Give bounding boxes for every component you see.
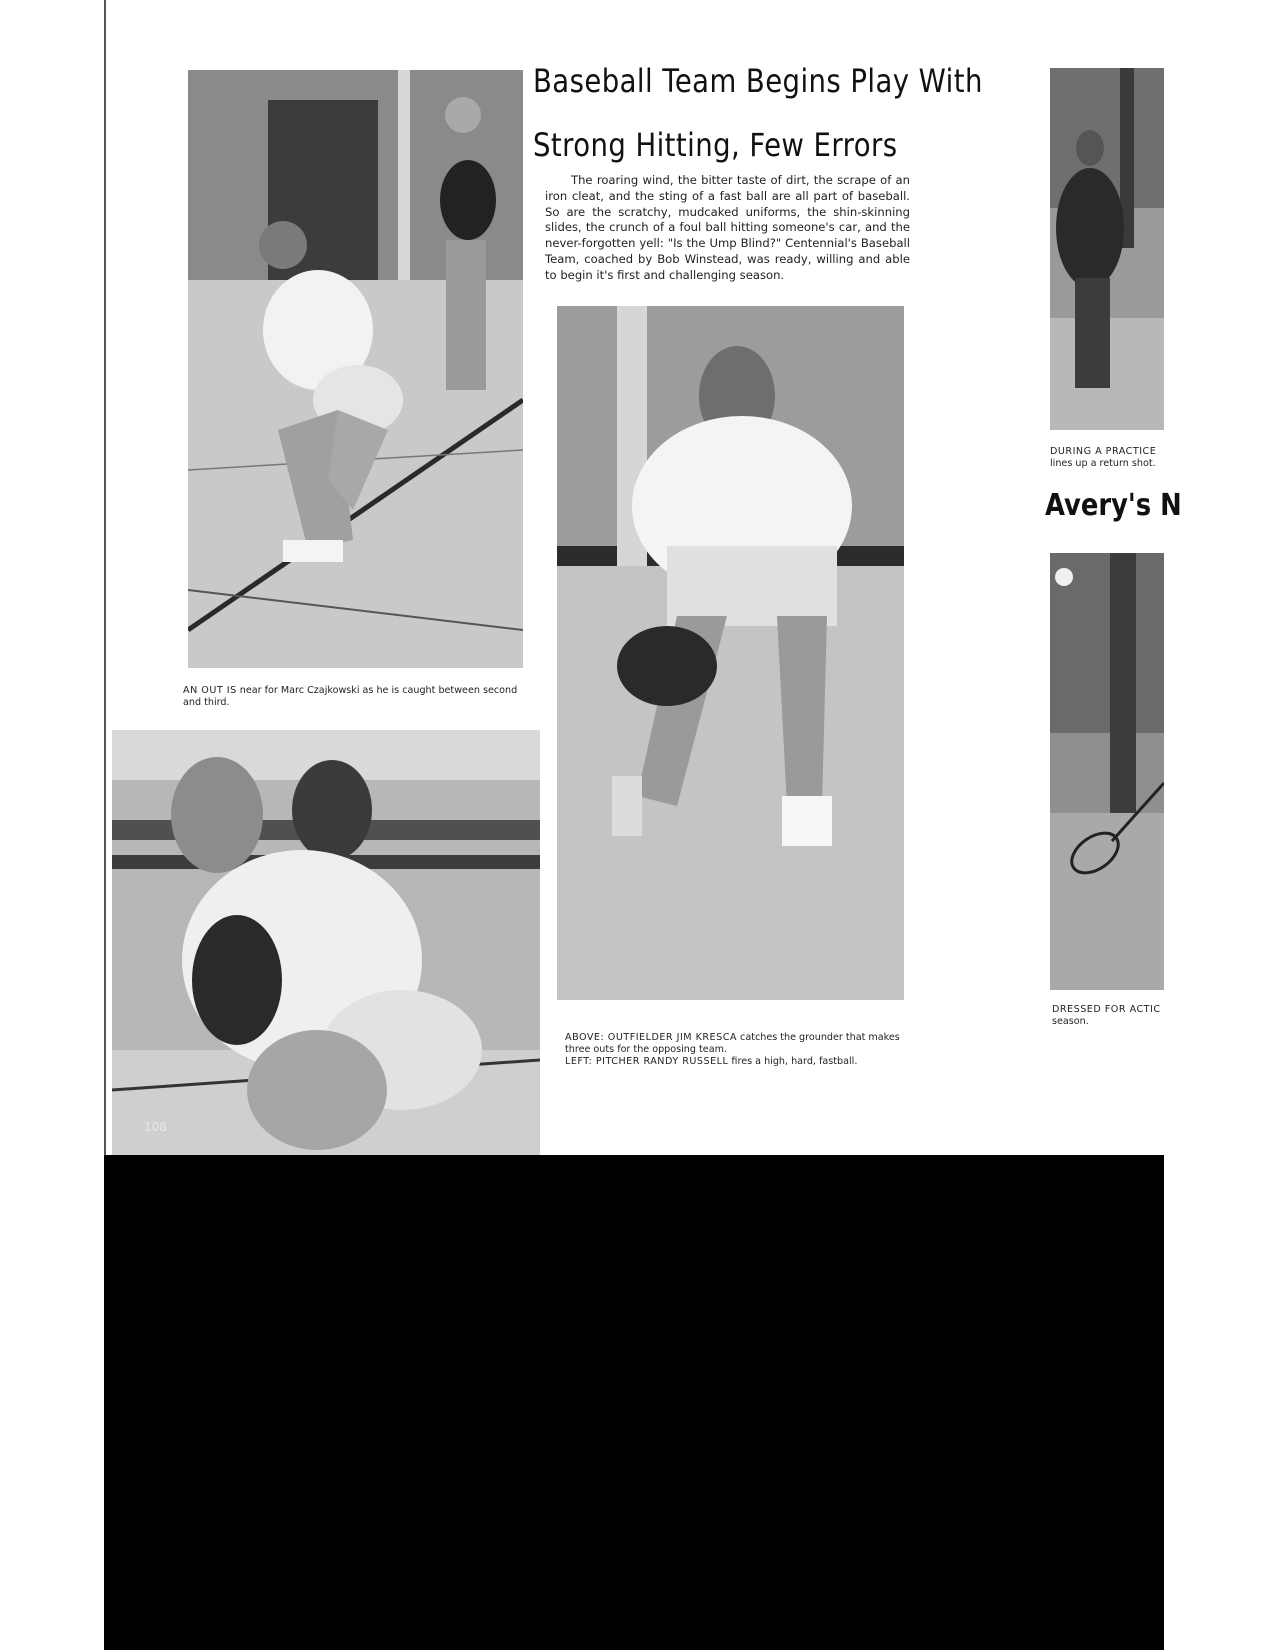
article-body: The roaring wind, the bitter taste of dirt, the scrape of an iron cleat, and the sting of a fast ball are all part of baseball. So are the scratchy, mudcaked uniforms, the shin-skinning slides, the crunch of a foul ball hitting someone's car, and the never-forgotten yell: "Is the Ump Blind?" Centennial's Baseball Team, coached by Bob Winstead, was ready, willing and able to begin it's first and challenging season. [545,173,910,282]
photo-tennis-practice [1050,68,1164,430]
page-number: 108 [144,1120,167,1134]
caption-tennis-practice [1050,446,1164,470]
photo-tennis-racket [1050,553,1164,990]
photo-runner-between-bases [188,70,523,668]
next-page-headline: Avery's N [1045,488,1182,523]
caption-pitcher-text: fires a high, hard, fastball. [731,1056,858,1067]
page-edge-line [104,0,106,1155]
photo-pitcher-fastball [112,730,540,1155]
scan-black-area [104,1155,1164,1650]
caption-center [565,1032,915,1068]
headline-line-1: Baseball Team Begins Play With [533,62,983,100]
caption-dressed-for-action [1052,1004,1164,1028]
caption-tennis-practice-lead: DURING A PRACTICE [1050,446,1157,457]
caption-tennis-practice-text: lines up a return shot. [1050,458,1156,469]
caption-runner-lead: AN OUT IS [183,685,237,696]
photo-outfielder-grounder [557,306,904,1000]
caption-runner-text: near for Marc Czajkowski as he is caught between second and third. [183,685,518,708]
caption-dressed-lead: DRESSED FOR ACTIC [1052,1004,1161,1015]
caption-pitcher-lead: LEFT: PITCHER RANDY RUSSELL [565,1056,729,1067]
caption-outfielder-text: catches the grounder that makes three outs for the opposing team. [565,1032,900,1055]
headline-line-2: Strong Hitting, Few Errors [533,126,898,164]
caption-outfielder-lead: ABOVE: OUTFIELDER JIM KRESCA [565,1032,737,1043]
caption-dressed-text: season. [1052,1016,1089,1027]
caption-runner [183,685,528,709]
